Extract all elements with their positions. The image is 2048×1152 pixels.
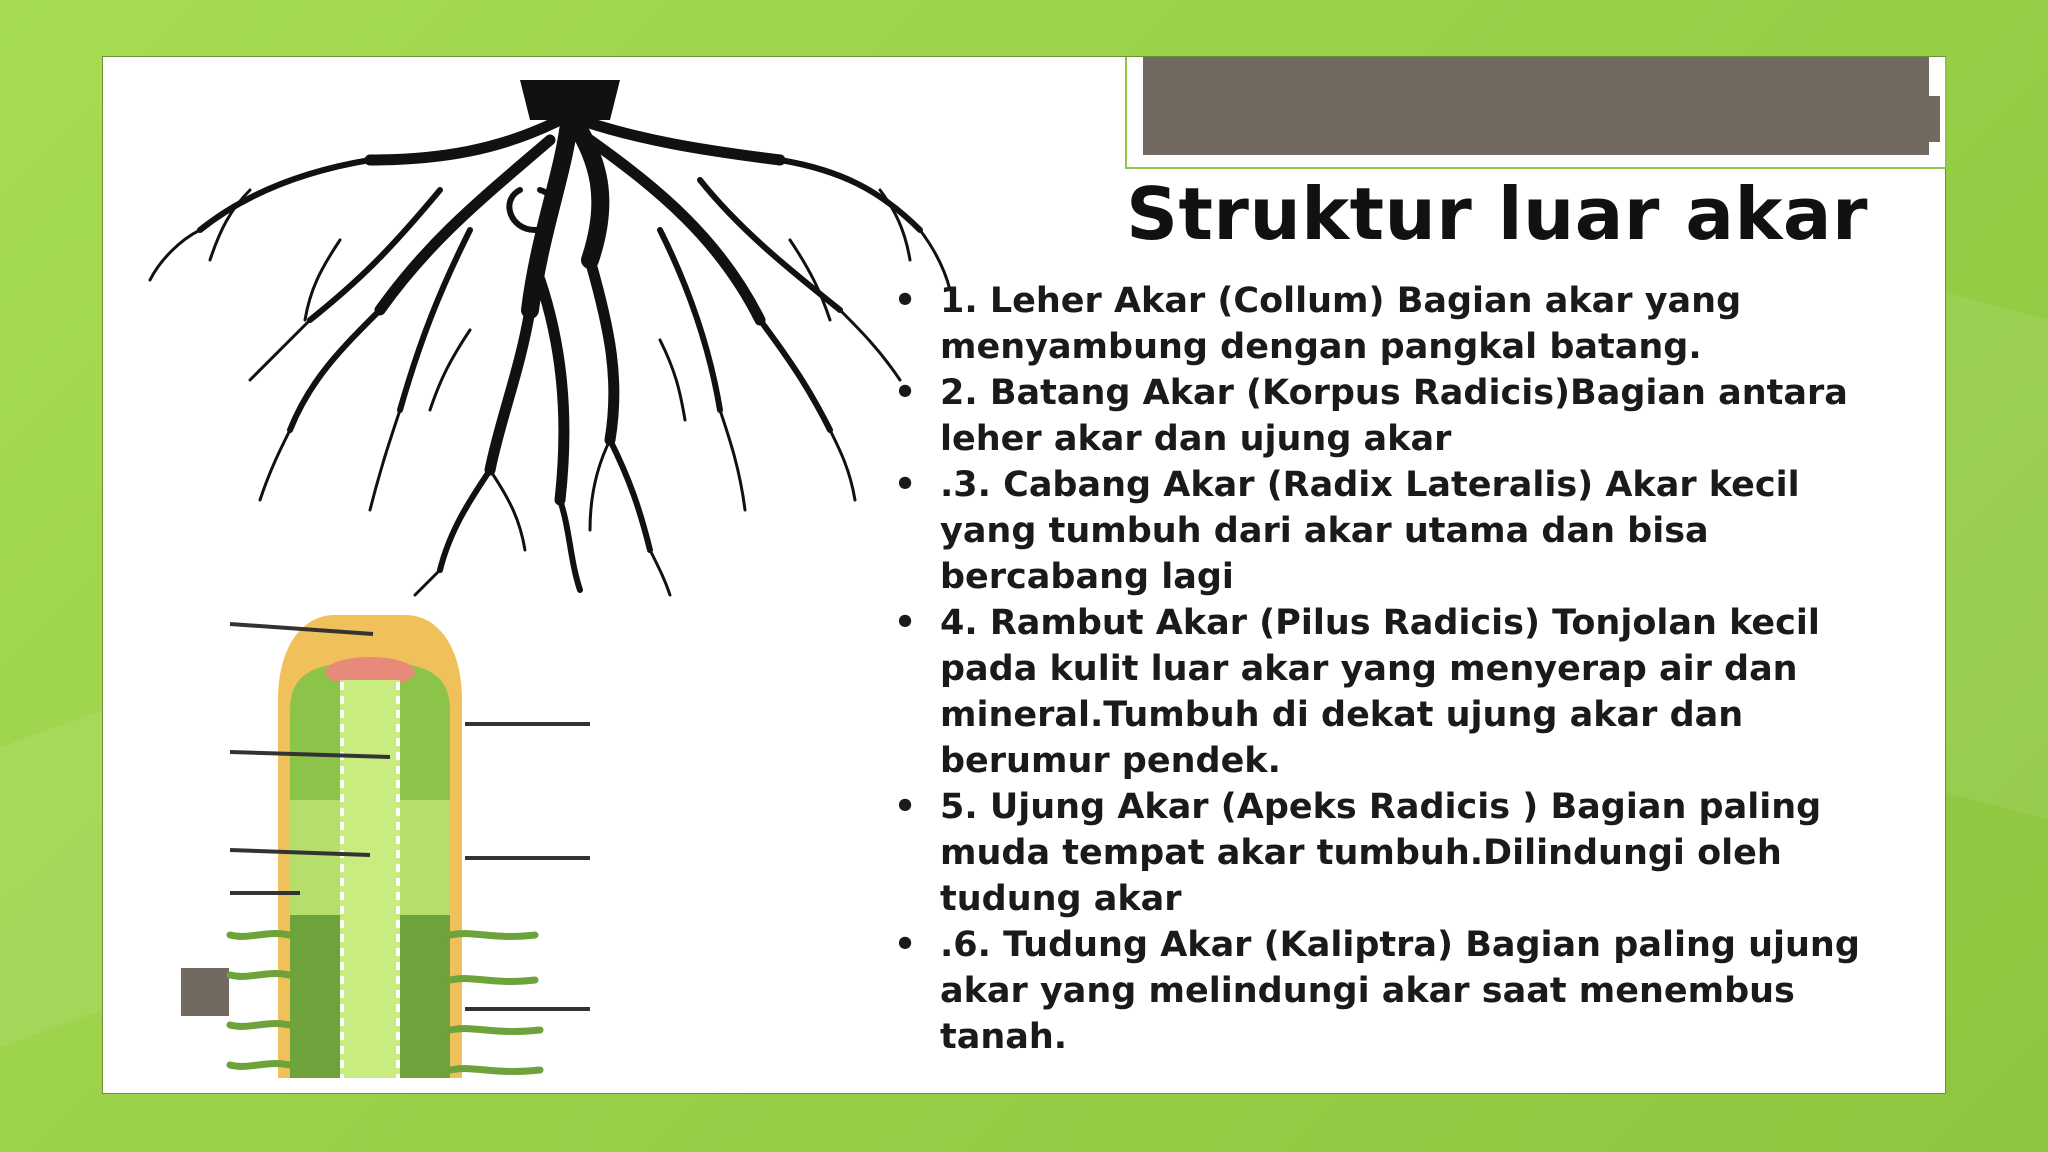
bullet-item <box>890 370 1900 462</box>
bullet-dot: • <box>893 925 917 965</box>
bullet-dot: • <box>893 465 917 505</box>
bullet-item <box>890 600 1900 784</box>
bullet-item <box>890 278 1900 370</box>
bullet-text: 4. Rambut Akar (Pilus Radicis) Tonjolan kecil pada kulit luar akar yang menyerap air dan mineral.Tumbuh di dekat ujung akar dan berumur pendek. <box>940 603 1820 781</box>
accent-square <box>1817 96 1863 142</box>
root-system-illustration <box>140 80 960 600</box>
bullet-text: .3. Cabang Akar (Radix Lateralis) Akar kecil yang tumbuh dari akar utama dan bisa bercabang lagi <box>940 465 1800 597</box>
bullet-text: 2. Batang Akar (Korpus Radicis)Bagian antara leher akar dan ujung akar <box>940 373 1848 459</box>
top-accent-bar <box>1143 57 1929 155</box>
bullet-text: .6. Tudung Akar (Kaliptra) Bagian paling ujung akar yang melindungi akar saat menembus tanah. <box>940 925 1860 1057</box>
bullet-item <box>890 784 1900 922</box>
slide-title: Struktur luar akar <box>1126 172 1868 256</box>
root-tip-diagram <box>170 600 610 1080</box>
accent-square <box>1742 96 1788 142</box>
bullet-list <box>890 278 1900 1060</box>
accent-square <box>1894 96 1940 142</box>
vascular-core <box>340 680 400 1078</box>
bullet-dot: • <box>893 603 917 643</box>
bullet-item <box>890 462 1900 600</box>
bullet-text: 5. Ujung Akar (Apeks Radicis ) Bagian paling muda tempat akar tumbuh.Dilindungi oleh tudung akar <box>940 787 1822 919</box>
bullet-item <box>890 922 1900 1060</box>
bullet-text: 1. Leher Akar (Collum) Bagian akar yang menyambung dengan pangkal batang. <box>940 281 1742 367</box>
bullet-dot: • <box>893 373 917 413</box>
bullet-dot: • <box>893 281 917 321</box>
bullet-dot: • <box>893 787 917 827</box>
